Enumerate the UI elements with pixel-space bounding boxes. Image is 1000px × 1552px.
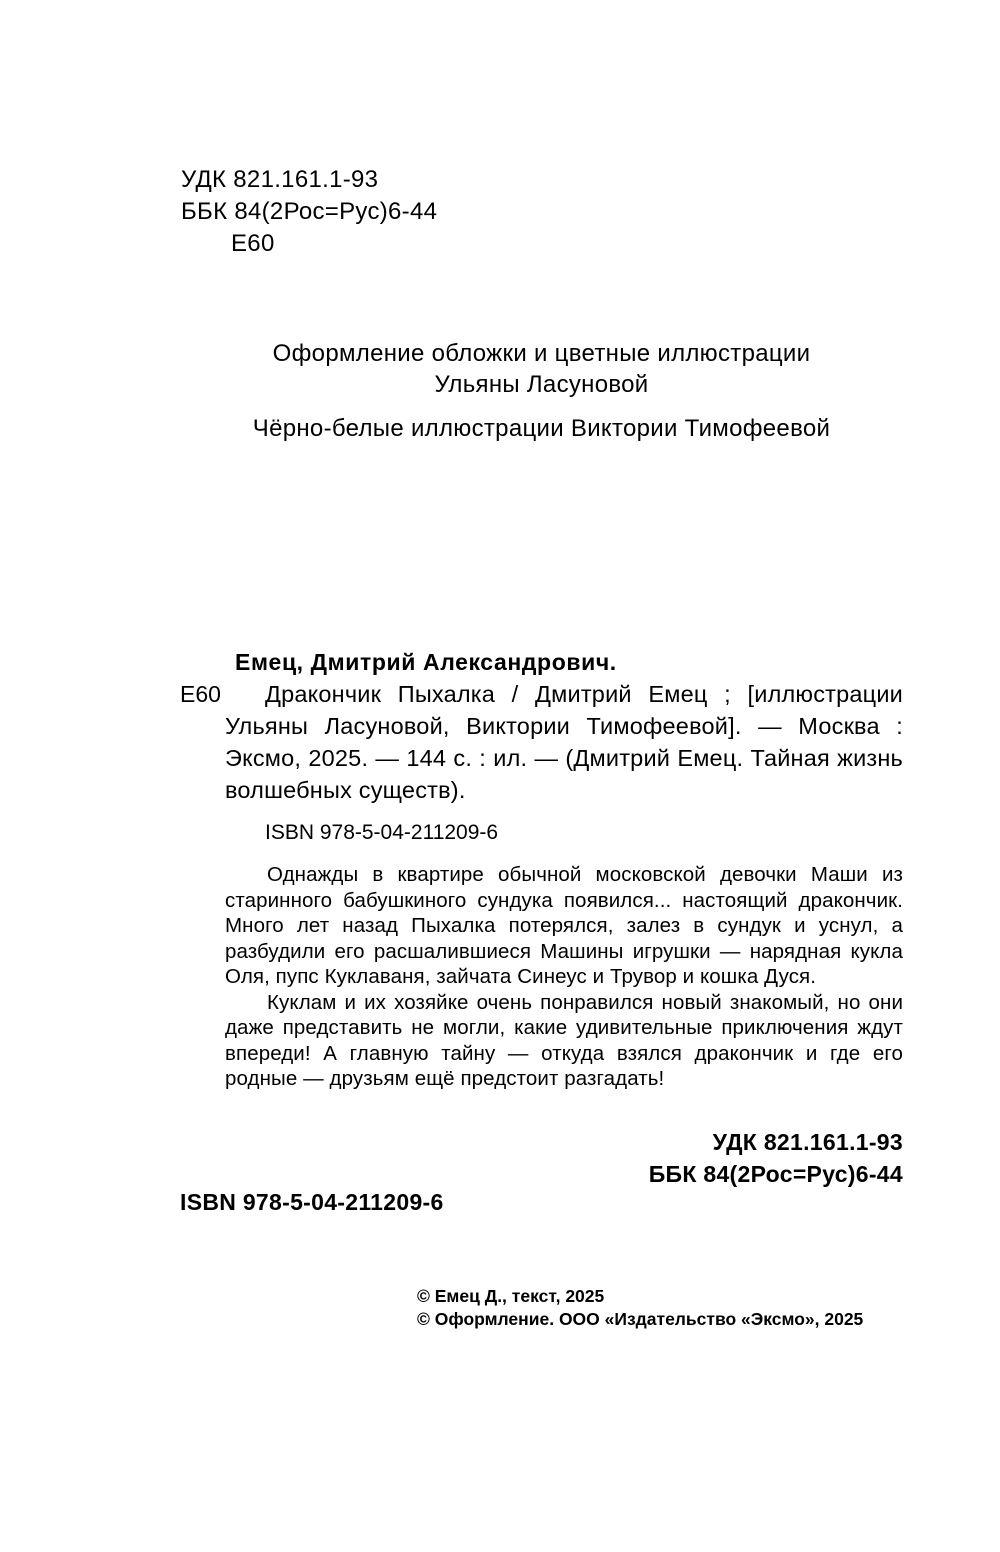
bbk-code-bottom: ББК 84(2Рос=Рус)6-44: [648, 1161, 903, 1187]
bw-illustrations-credit: Чёрно-белые иллюстрации Виктории Тимофеевой: [252, 415, 831, 442]
annotation: [225, 862, 903, 1092]
bib-author: Емец, Дмитрий Александрович.: [235, 649, 617, 675]
illustrator-credits: [180, 338, 903, 444]
classification-codes-top: [181, 164, 437, 260]
udk-code-bottom: УДК 821.161.1-93: [712, 1129, 903, 1155]
copyright-design-line: © Оформление. ООО «Издательство «Эксмо», 2025: [417, 1309, 864, 1329]
isbn-line: ISBN 978-5-04-211209-6: [265, 821, 499, 844]
bibliographic-block: [180, 646, 903, 1092]
bbk-code-top: ББК 84(2Рос=Рус)6-44: [181, 198, 438, 225]
copyright-text-line: © Емец Д., текст, 2025: [417, 1286, 605, 1306]
annotation-paragraph-2: Куклам и их хозяйке очень понравился новый знакомый, но они даже представить не могли, какие удивительные приключения ждут впереди! А главную тайну — откуда взялся дракончик и где его родные — друзьям ещё предстоит разгадать!: [225, 990, 903, 1090]
author-sign-code-margin: Е60: [180, 681, 221, 707]
bib-entry-wrap: [180, 678, 903, 806]
copyright-block: [417, 1285, 863, 1331]
author-sign-code-top: Е60: [231, 230, 275, 257]
classification-codes-bottom: [180, 1126, 903, 1190]
udk-code-top: УДК 821.161.1-93: [181, 166, 379, 193]
annotation-paragraph-1: Однажды в квартире обычной московской девочки Маши из старинного бабушкиного сундука появился... настоящий дракончик. Много лет назад Пыхалка потерялся, залез в сундук и уснул, а разбудили его расшалившиеся Машины игрушки — нарядная кукла Оля, пупс Куклаваня, зайчата Синеус и Трувор и кошка Дуся.: [225, 863, 903, 988]
cover-credit-line2: Ульяны Ласуновой: [434, 371, 649, 398]
cover-credit-line1: Оформление обложки и цветные иллюстрации: [272, 340, 811, 367]
isbn-bold: ISBN 978-5-04-211209-6: [180, 1189, 444, 1215]
bibliographic-description: Дракончик Пыхалка / Дмитрий Емец ; [иллюстрации Ульяны Ласуновой, Виктории Тимофеевой]. — Москва : Эксмо, 2025. — 144 с. : ил. — (Дмитрий Емец. Тайная жизнь волшебных существ).: [225, 681, 903, 803]
